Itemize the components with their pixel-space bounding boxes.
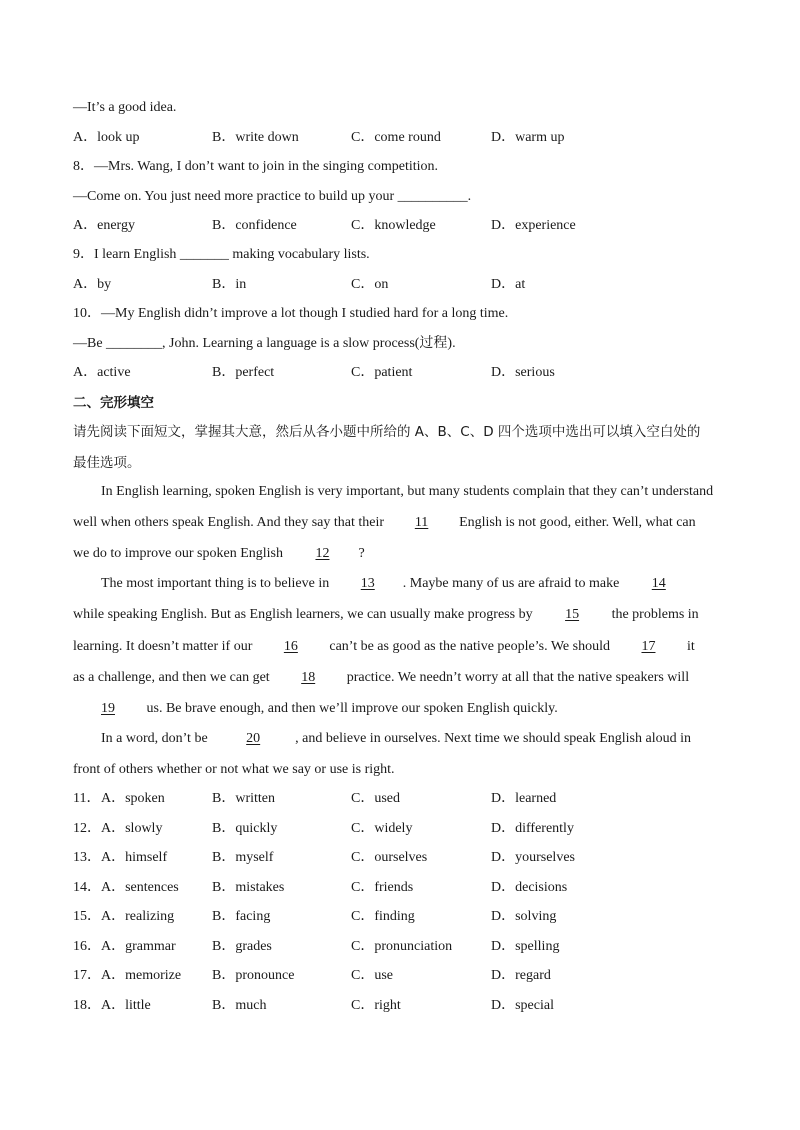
option-c: C．friends (351, 880, 414, 895)
q8-option-b: B．confidence (212, 218, 297, 233)
text-segment: . Maybe many of us are afraid to make (402, 576, 623, 591)
text-segment: as a challenge, and then we can get (73, 670, 274, 685)
text-segment: it (683, 639, 695, 654)
blank-14: 14 (651, 576, 666, 591)
q9-option-c: C．on (351, 277, 389, 292)
blank-15: 15 (565, 607, 580, 622)
option-c: C．use (351, 968, 393, 983)
q9-option-d: D．at (491, 277, 526, 292)
option-d: D．special (491, 998, 554, 1013)
option-c: C．widely (351, 821, 413, 836)
blank-19: 19 (101, 701, 115, 716)
option-c: C．ourselves (351, 850, 428, 865)
question-number: 17． (73, 968, 101, 983)
option-b: B．facing (212, 909, 271, 924)
q8-line2: —Come on. You just need more practice to build up your __________. (73, 189, 472, 204)
text-segment: well when others speak English. And they say that their (73, 515, 388, 530)
option-b: B．myself (212, 850, 274, 865)
section-heading: 二、完形填空 (73, 395, 154, 411)
text-segment: practice. We needn’t worry at all that the native speakers will (343, 670, 690, 685)
text-segment: The most important thing is to believe in (101, 576, 333, 591)
q9-option-a: A．by (73, 277, 112, 292)
passage-p2-line3 (73, 638, 695, 656)
section-instructions-line2: 最佳选项。 (73, 455, 141, 471)
option-b: B．much (212, 998, 267, 1013)
text-segment: can’t be as good as the native people’s. We should (325, 639, 614, 654)
option-d: D．regard (491, 968, 551, 983)
q10-option-b: B．perfect (212, 365, 275, 380)
option-d: D．learned (491, 791, 557, 806)
question-number: 14． (73, 880, 101, 895)
option-d: D．yourselves (491, 850, 575, 865)
blank-13: 13 (360, 576, 375, 591)
blank-11: 11 (414, 515, 429, 530)
option-b: B．mistakes (212, 880, 285, 895)
text-segment: English is not good, either. Well, what can (455, 515, 696, 530)
question-number: 18． (73, 998, 101, 1013)
q10-option-c: C．patient (351, 365, 413, 380)
text-segment: learning. It doesn’t matter if our (73, 639, 256, 654)
text-segment: we do to improve our spoken English (73, 546, 287, 561)
passage-p2-line5 (73, 700, 558, 718)
option-c: C．pronunciation (351, 939, 453, 954)
passage-p3-line2: front of others whether or not what we say or use is right. (73, 762, 395, 777)
option-d: D．differently (491, 821, 574, 836)
q10-line1: 10．—My English didn’t improve a lot though I studied hard for a long time. (73, 306, 509, 321)
q10-line2: —Be ________, John. Learning a language is a slow process(过程). (73, 336, 456, 351)
option-a: A．realizing (101, 909, 175, 924)
option-d: D．solving (491, 909, 557, 924)
question-number: 12． (73, 821, 101, 836)
q9-option-b: B．in (212, 277, 247, 292)
option-b: B．quickly (212, 821, 278, 836)
q8-option-c: C．knowledge (351, 218, 436, 233)
option-b: B．written (212, 791, 275, 806)
q8-option-d: D．experience (491, 218, 576, 233)
q7-answer-line: —It’s a good idea. (73, 100, 177, 115)
q8-option-a: A．energy (73, 218, 135, 233)
q7-option-d: D．warm up (491, 130, 565, 145)
option-d: D．spelling (491, 939, 560, 954)
section-instructions-line1: 请先阅读下面短文，掌握其大意，然后从各小题中所给的 A、B、C、D 四个选项中选出可以填入空白处的 (73, 424, 701, 440)
blank-12: 12 (315, 546, 330, 561)
passage-p2-line2 (73, 606, 699, 624)
option-a: A．little (101, 998, 151, 1013)
option-a: A．sentences (101, 880, 179, 895)
passage-p1-line1: In English learning, spoken English is very important, but many students complain that they can’t understand (101, 484, 714, 499)
q10-option-d: D．serious (491, 365, 555, 380)
question-number: 16． (73, 939, 101, 954)
passage-p1-line2 (73, 514, 696, 532)
blank-17: 17 (641, 639, 656, 654)
option-b: B．grades (212, 939, 272, 954)
option-a: A．memorize (101, 968, 182, 983)
question-number: 15． (73, 909, 101, 924)
blank-20: 20 (246, 731, 261, 746)
q7-option-b: B．write down (212, 130, 299, 145)
text-segment: the problems in (608, 607, 699, 622)
q10-option-a: A．active (73, 365, 131, 380)
option-a: A．himself (101, 850, 168, 865)
text-segment: ? (358, 546, 365, 561)
passage-p3-line1 (101, 730, 691, 748)
text-segment: In a word, don’t be (101, 731, 212, 746)
q7-option-a: A．look up (73, 130, 140, 145)
question-number: 11． (73, 791, 101, 806)
option-a: A．spoken (101, 791, 165, 806)
option-a: A．slowly (101, 821, 163, 836)
blank-16: 16 (283, 639, 298, 654)
passage-p2-line1 (101, 575, 695, 593)
option-c: C．right (351, 998, 401, 1013)
text-segment: us. Be brave enough, and then we’ll improve our spoken English quickly. (143, 701, 558, 716)
blank-18: 18 (301, 670, 316, 685)
option-c: C．finding (351, 909, 415, 924)
passage-p1-line3 (73, 545, 365, 563)
q8-line1: 8．—Mrs. Wang, I don’t want to join in the singing competition. (73, 159, 439, 174)
option-d: D．decisions (491, 880, 568, 895)
passage-p2-line4 (73, 669, 689, 687)
option-c: C．used (351, 791, 400, 806)
text-segment: , and believe in ourselves. Next time we should speak English aloud in (295, 731, 691, 746)
option-a: A．grammar (101, 939, 176, 954)
text-segment: while speaking English. But as English learners, we can usually make progress by (73, 607, 537, 622)
q9-line1: 9．I learn English _______ making vocabulary lists. (73, 247, 370, 262)
q7-option-c: C．come round (351, 130, 441, 145)
question-number: 13． (73, 850, 101, 865)
option-b: B．pronounce (212, 968, 295, 983)
